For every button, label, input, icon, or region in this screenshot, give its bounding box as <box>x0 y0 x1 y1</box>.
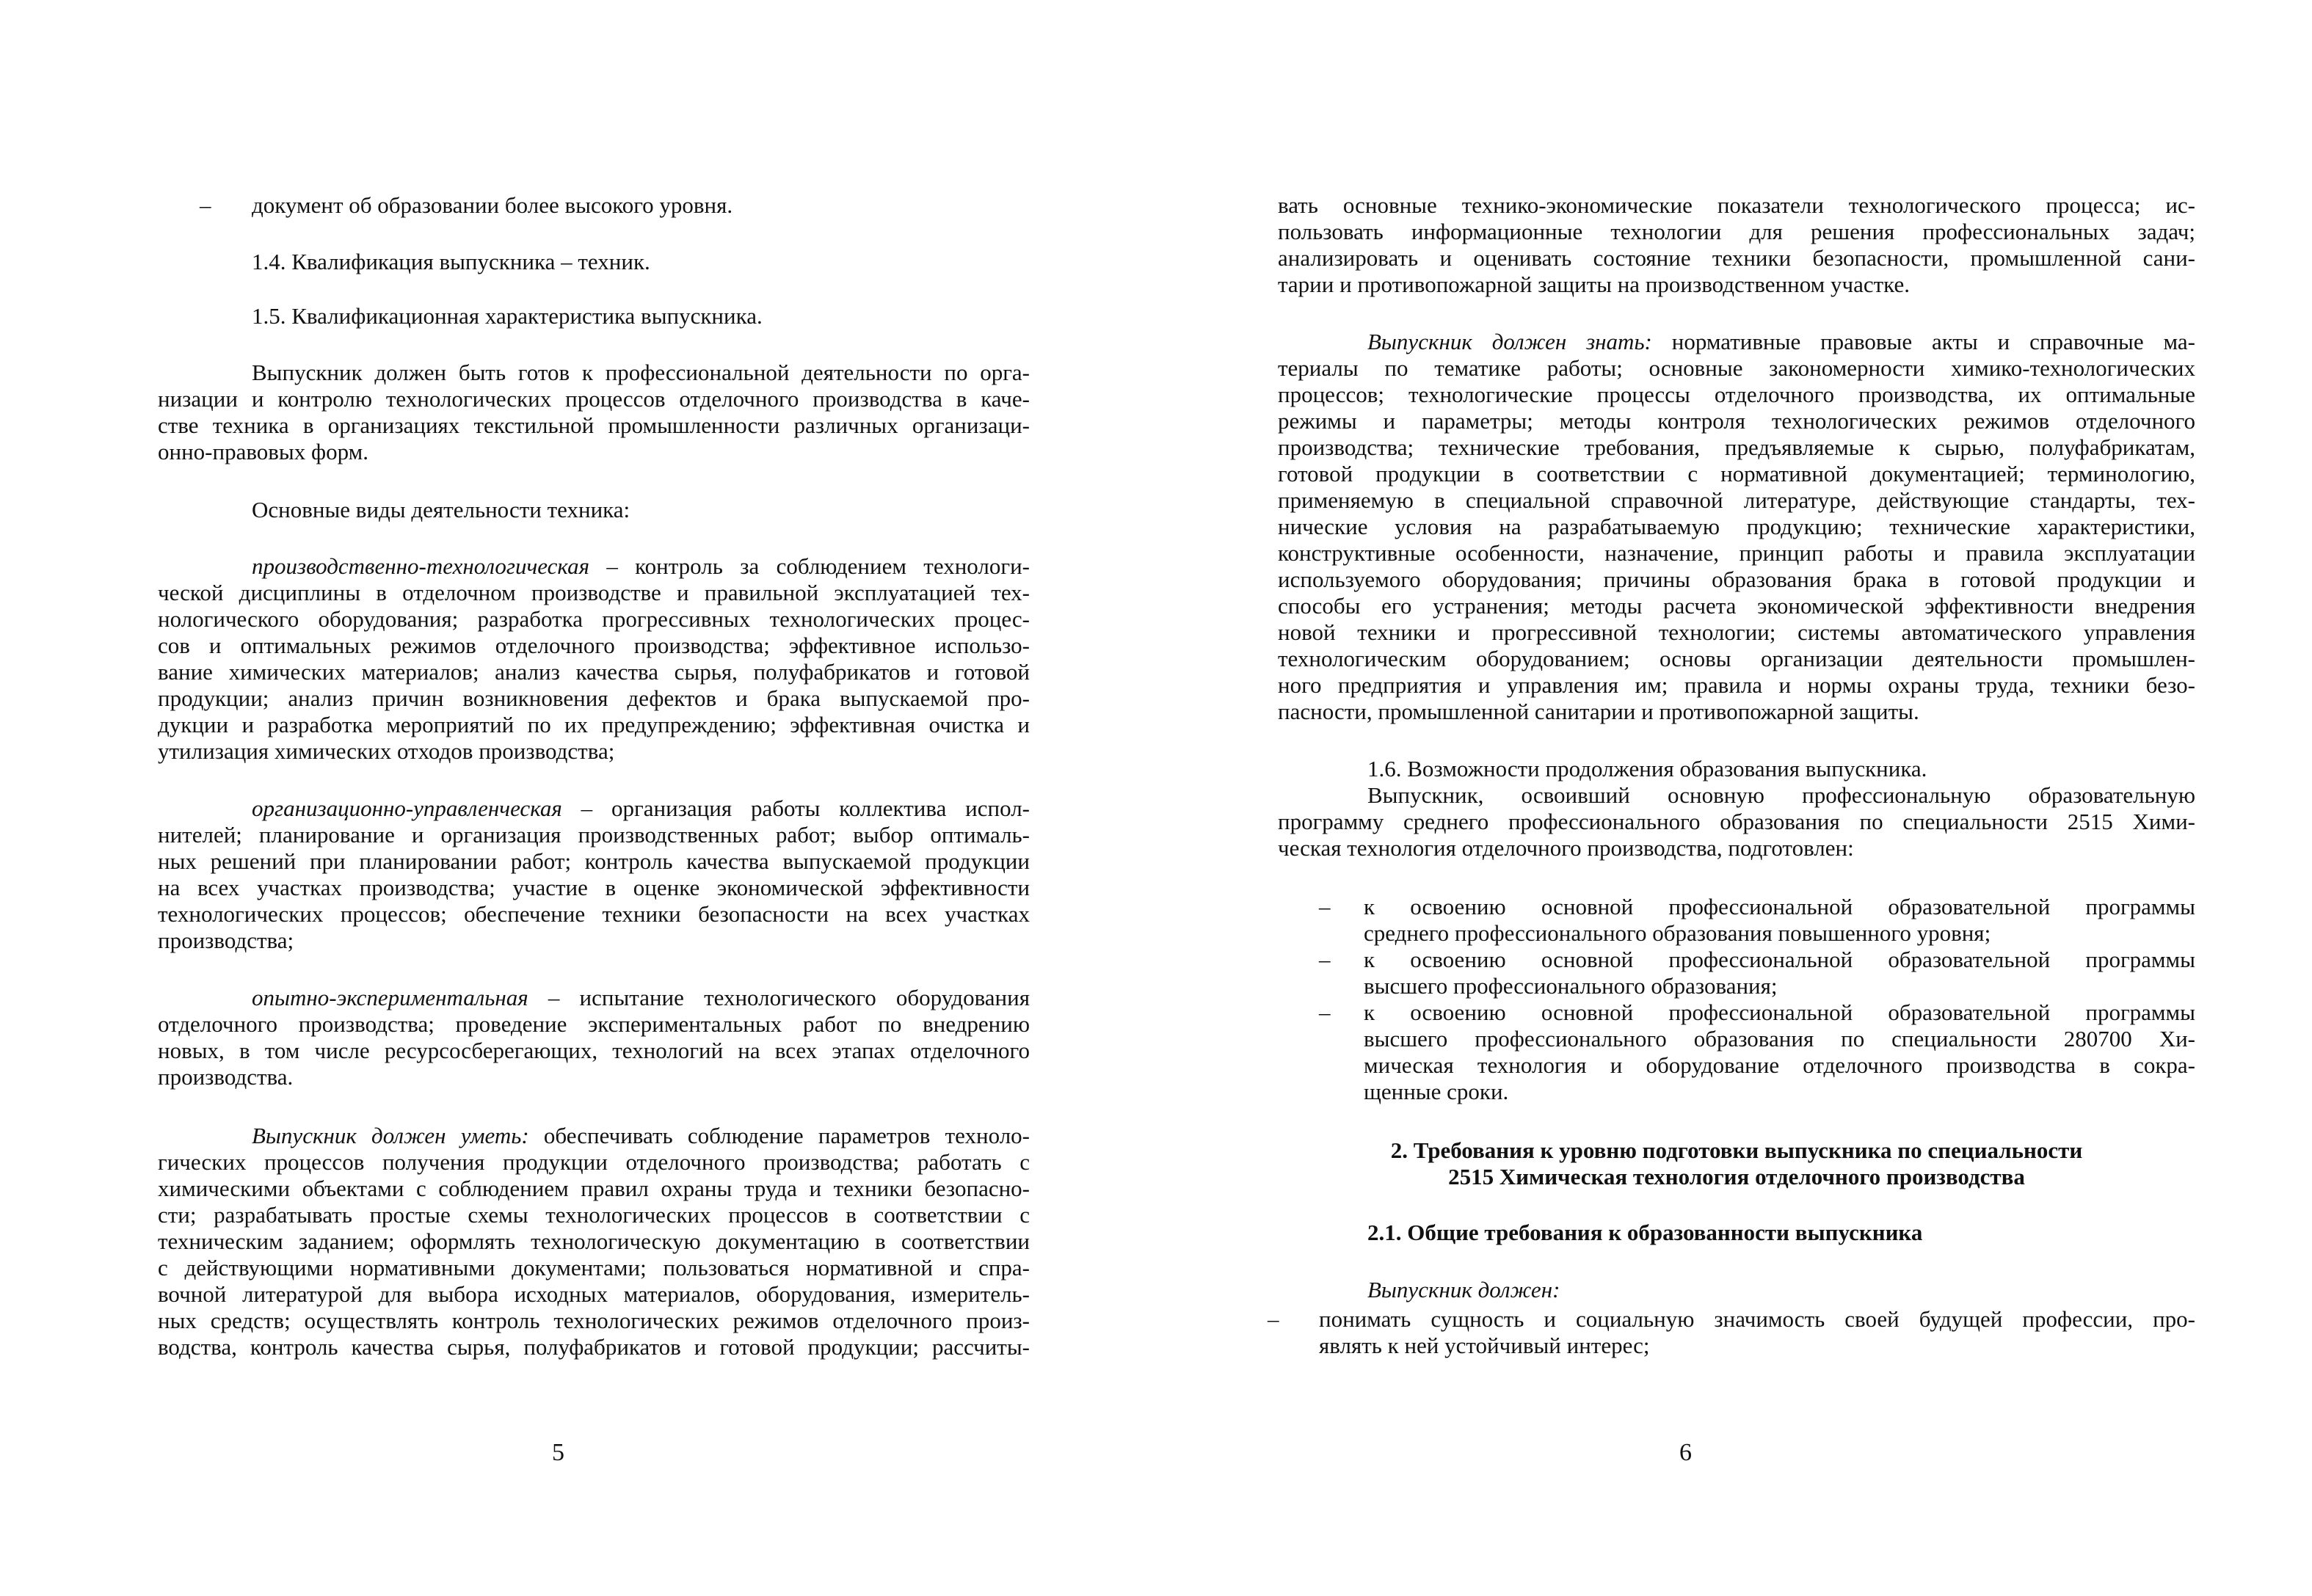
paragraph-line: Выпускник должен быть готов к профессиональной деятельности по орга- <box>252 360 1030 385</box>
list-item-document: документ об образовании более высокого уровня. <box>252 192 733 218</box>
paragraph-line: способы его устранения; методы расчета экономической эффективности внедрения <box>1278 593 2195 619</box>
section-2-heading-line2: 2515 Химическая технология отделочного производства <box>1448 1164 2025 1189</box>
list-dash: – <box>1319 894 1331 919</box>
paragraph-line <box>252 795 1030 822</box>
paragraph-line: производства; <box>158 928 294 953</box>
paragraph-line <box>252 553 1030 580</box>
section-2-heading: 2. Требования к уровню подготовки выпускника по специальности <box>1390 1137 2083 1163</box>
term-production: производственно-технологическая <box>252 553 589 579</box>
paragraph-line <box>252 1123 1030 1149</box>
term-can-text: обеспечивать соблюдение параметров техноло- <box>528 1123 1030 1148</box>
term-production-text: – контроль за соблюдением технологи- <box>589 553 1030 579</box>
paragraph-line: сов и оптимальных режимов отделочного производства; эффективное использо- <box>158 633 1030 658</box>
section-1-6: 1.6. Возможности продолжения образования выпускника. <box>1367 756 1927 781</box>
main-kinds-heading: Основные виды деятельности техника: <box>252 497 630 522</box>
term-know-text: нормативные правовые акты и справочные ма- <box>1651 329 2195 354</box>
paragraph-line: ческая технология отделочного производства, подготовлен: <box>1278 835 1854 861</box>
list-item-line: являть к ней устойчивый интерес; <box>1319 1333 1650 1358</box>
list-item-line: среднего профессионального образования повышенного уровня; <box>1364 920 1991 946</box>
paragraph-line: анализировать и оценивать состояние техники безопасности, промышленной сани- <box>1278 245 2195 271</box>
paragraph-line: нические условия на разрабатываемую продукцию; технические характеристики, <box>1278 514 2195 539</box>
graduate-must: Выпускник должен: <box>1367 1277 1560 1302</box>
paragraph-line: нологического оборудования; разработка прогрессивных технологических процес- <box>158 606 1030 632</box>
paragraph-line: новых, в том числе ресурсосберегающих, технологий на всех этапах отделочного <box>158 1038 1030 1063</box>
paragraph-line: продукции; анализ причин возникновения дефектов и брака выпускаемой про- <box>158 685 1030 711</box>
paragraph-line: ного предприятия и управления им; правила и нормы охраны труда, техники безо- <box>1278 672 2195 698</box>
paragraph-line: на всех участках производства; участие в оценке экономической эффективности <box>158 875 1030 900</box>
paragraph-line: пасности, промышленной санитарии и противопожарной защиты. <box>1278 699 1919 724</box>
paragraph-line: с действующими нормативными документами; пользоваться нормативной и спра- <box>158 1255 1030 1280</box>
paragraph-line: низации и контролю технологических процессов отделочного производства в каче- <box>158 386 1030 412</box>
paragraph-line: пользовать информационные технологии для решения профессиональных задач; <box>1278 219 2195 244</box>
paragraph-line: стве техника в организациях текстильной промышленности различных организаци- <box>158 412 1030 438</box>
paragraph-line: готовой продукции в соответствии с нормативной документацией; терминологию, <box>1278 461 2195 487</box>
paragraph-line: режимы и параметры; методы контроля технологических режимов отделочного <box>1278 408 2195 434</box>
term-know: Выпускник должен знать: <box>1367 329 1652 354</box>
list-item-line: понимать сущность и социальную значимость своей будущей профессии, про- <box>1319 1306 2195 1332</box>
paragraph-line: утилизация химических отходов производства; <box>158 738 615 764</box>
paragraph-line: производства; технические требования, предъявляемые к сырью, полуфабрикатам, <box>1278 434 2195 460</box>
paragraph-line: программу среднего профессионального образования по специальности 2515 Хими- <box>1278 809 2195 834</box>
paragraph-line: онно-правовых форм. <box>158 439 368 464</box>
paragraph-line: сти; разрабатывать простые схемы технологических процессов в соответствии с <box>158 1202 1030 1228</box>
right-page <box>1156 0 2312 1596</box>
list-dash: – <box>1319 999 1331 1025</box>
paragraph-line: ных решений при планировании работ; контроль качества выпускаемой продукции <box>158 848 1030 874</box>
paragraph-line: техническим заданием; оформлять технологическую документацию в соответствии <box>158 1228 1030 1254</box>
paragraph-line: ческой дисциплины в отделочном производстве и правильной эксплуатацией тех- <box>158 580 1030 605</box>
term-can: Выпускник должен уметь: <box>252 1123 529 1148</box>
paragraph-line: новой техники и прогрессивной технологии; системы автоматического управления <box>1278 619 2195 645</box>
paragraph-line <box>252 985 1030 1011</box>
list-item-line: щенные сроки. <box>1364 1079 1509 1104</box>
paragraph-line: технологических процессов; обеспечение техники безопасности на всех участках <box>158 901 1030 927</box>
term-experimental: опытно-экспериментальная <box>252 985 528 1010</box>
paragraph-line: процессов; технологические процессы отделочного производства, их оптимальные <box>1278 382 2195 407</box>
list-item-line: к освоению основной профессиональной образовательной программы <box>1364 894 2195 919</box>
paragraph-line: технологическим оборудованием; основы организации деятельности промышлен- <box>1278 646 2195 671</box>
list-dash: – <box>1268 1306 1279 1332</box>
paragraph-line: производства. <box>158 1064 294 1090</box>
list-dash: – <box>200 192 211 218</box>
paragraph-line: вочной литературой для выбора исходных материалов, оборудования, измеритель- <box>158 1281 1030 1307</box>
paragraph-line: ных средств; осуществлять контроль технологических режимов отделочного произ- <box>158 1308 1030 1333</box>
paragraph-line: нителей; планирование и организация производственных работ; выбор оптималь- <box>158 822 1030 848</box>
list-item-line: к освоению основной профессиональной образовательной программы <box>1364 999 2195 1025</box>
paragraph-line: гических процессов получения продукции отделочного производства; работать с <box>158 1149 1030 1175</box>
paragraph-line <box>1367 329 2195 355</box>
paragraph-line: вать основные технико-экономические показатели технологического процесса; ис- <box>1278 192 2195 218</box>
section-2-1-heading: 2.1. Общие требования к образованности выпускника <box>1367 1220 1923 1245</box>
paragraph-line: водства, контроль качества сырья, полуфабрикатов и готовой продукции; рассчиты- <box>158 1334 1030 1360</box>
list-item-line: мическая технология и оборудование отделочного производства в сокра- <box>1364 1052 2195 1078</box>
page-number: 5 <box>552 1439 564 1466</box>
paragraph-line: используемого оборудования; причины образования брака в готовой продукции и <box>1278 566 2195 592</box>
paragraph-line: применяемую в специальной справочной литературе, действующие стандарты, тех- <box>1278 487 2195 513</box>
term-experimental-text: – испытание технологического оборудования <box>528 985 1030 1010</box>
paragraph-line: тарии и противопожарной защиты на производственном участке. <box>1278 272 1910 297</box>
page-number: 6 <box>1679 1439 1692 1466</box>
paragraph-line: дукции и разработка мероприятий по их предупреждению; эффективная очистка и <box>158 712 1030 737</box>
term-organizational-text: – организация работы коллектива испол- <box>561 795 1030 821</box>
list-item-line: высшего профессионального образования по специальности 280700 Хи- <box>1364 1026 2195 1052</box>
list-dash: – <box>1319 947 1331 972</box>
list-item-line: к освоению основной профессиональной образовательной программы <box>1364 947 2195 972</box>
paragraph-line: териалы по тематике работы; основные закономерности химико-технологических <box>1278 355 2195 381</box>
list-item-line: высшего профессионального образования; <box>1364 973 1778 999</box>
section-1-5: 1.5. Квалификационная характеристика выпускника. <box>252 303 763 329</box>
paragraph-line: химическими объектами с соблюдением правил охраны труда и техники безопасно- <box>158 1176 1030 1201</box>
paragraph-line: конструктивные особенности, назначение, принцип работы и правила эксплуатации <box>1278 540 2195 566</box>
paragraph-line: Выпускник, освоивший основную профессиональную образовательную <box>1367 782 2195 808</box>
term-organizational: организационно-управленческая <box>252 795 562 821</box>
paragraph-line: вание химических материалов; анализ качества сырья, полуфабрикатов и готовой <box>158 659 1030 685</box>
section-1-4: 1.4. Квалификация выпускника – техник. <box>252 249 650 274</box>
paragraph-line: отделочного производства; проведение экспериментальных работ по внедрению <box>158 1011 1030 1037</box>
